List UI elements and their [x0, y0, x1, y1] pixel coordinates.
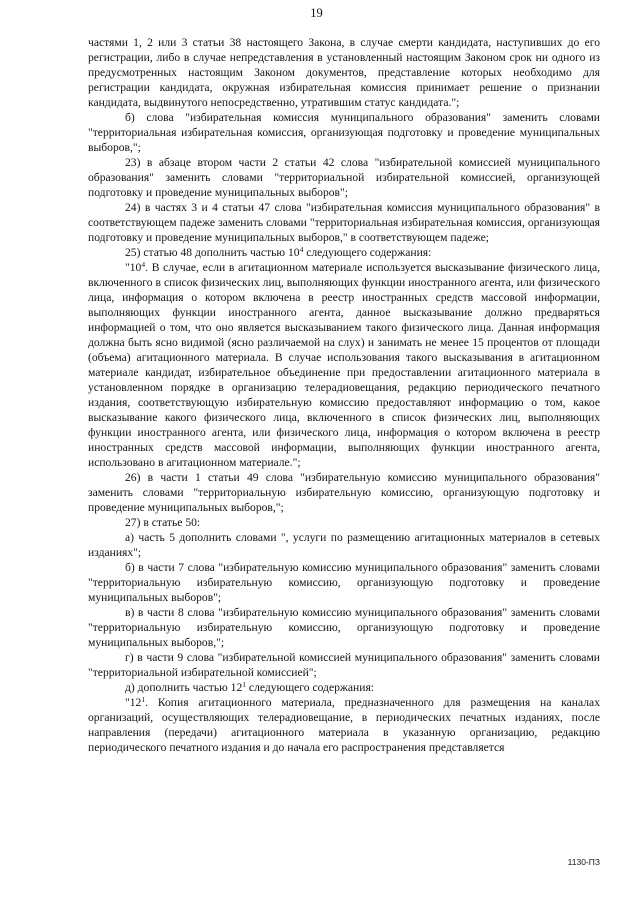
paragraph: б) в части 7 слова "избирательную комиссию муниципального образования" заменить словами "территориальную избирательную комиссию, организующую подготовку и проведение муниципальных выборов"; — [88, 561, 600, 604]
paragraph: в) в части 8 слова "избирательную комиссию муниципального образования" заменить словами "территориальную избирательную комиссию, организующую подготовку и проведение муниципальных выборов,"; — [88, 606, 600, 649]
paragraph: 26) в части 1 статьи 49 слова "избирательную комиссию муниципального образования" заменить словами "территориальную избирательную комиссию, организующую подготовку и проведение муниципальных выборов,"; — [88, 471, 600, 514]
page-number: 19 — [310, 6, 323, 20]
paragraph: а) часть 5 дополнить словами ", услуги по размещению агитационных материалов в сетевых изданиях"; — [88, 531, 600, 559]
paragraph: б) слова "избирательная комиссия муниципального образования" заменить словами "территориальная избирательная комиссия, организующая подготовку и проведение муниципальных выборов,"; — [88, 111, 600, 154]
document-code: 1130-ПЗ — [567, 857, 600, 867]
paragraph: частями 1, 2 или 3 статьи 38 настоящего Закона, в случае смерти кандидата, наступивших до его регистрации, либо в случае непредставления в установленный настоящим Законом срок ни одного из предусмотренных настоящим Законом документов, представление которых необходимо для регистрации кандидата, окружная избирательная комиссия принимает решение о признании кандидата, выдвинутого непосредственно, утратившим статус кандидата."; — [88, 36, 600, 109]
paragraph: д) дополнить частью $12^1$ следующего содержания: — [125, 680, 375, 694]
paragraph: "$12^1$. Копия агитационного материала, предназначенного для размещения на каналах организаций, осуществляющих телерадиовещание, в периодических печатных изданиях, после направления (передачи) агитационного материала в указанную организацию, редакцию периодического печатного издания и до начала его распространения представляется — [88, 695, 600, 754]
document-body — [88, 35, 600, 755]
paragraph: 27) в статье 50: — [125, 516, 201, 529]
paragraph: 25) статью 48 дополнить частью $10^4$ следующего содержания: — [125, 245, 432, 259]
paragraph: 24) в частях 3 и 4 статьи 47 слова "избирательная комиссия муниципального образования" в соответствующем падеже заменить словами "территориальная избирательная комиссия, организующая подготовку и проведение муниципальных выборов," в соответствующем падеже; — [88, 201, 600, 244]
paragraph: 23) в абзаце втором части 2 статьи 42 слова "избирательной комиссией муниципального образования" заменить словами "территориальной избирательной комиссией, организующей подготовку и проведение муниципальных выборов"; — [88, 156, 600, 199]
paragraph: "$10^4$. В случае, если в агитационном материале используется высказывание физического лица, включенного в список физических лиц, выполняющих функции иностранного агента, или физического лица, информация о котором включена в реестр иностранных средств массовой информации, выполняющих функции иностранного агента, данное высказывание должно предваряться информацией о том, что оно является высказыванием такого физического лица. Данная информация должна быть ясно видимой (ясно различаемой на слух) и занимать не менее 15 процентов от площади (объема) агитационного материала. В случае использования такого высказывания в агитационном материале кандидат, избирательное объединение при предоставлении агитационного материала в установленном порядке в организацию телерадиовещания, редакцию периодического печатного издания, соответствующую избирательную комиссию предоставляют информацию о том, какое высказывание какого физического лица, включенного в список физических лиц, выполняющих функции иностранного агента, или физического лица, информация о котором включена в реестр иностранных средств массовой информации, выполняющих функции иностранного агента, использовано в агитационном материале."; — [88, 260, 600, 469]
paragraph: г) в части 9 слова "избирательной комиссией муниципального образования" заменить словами "территориальной избирательной комиссией"; — [88, 651, 600, 679]
